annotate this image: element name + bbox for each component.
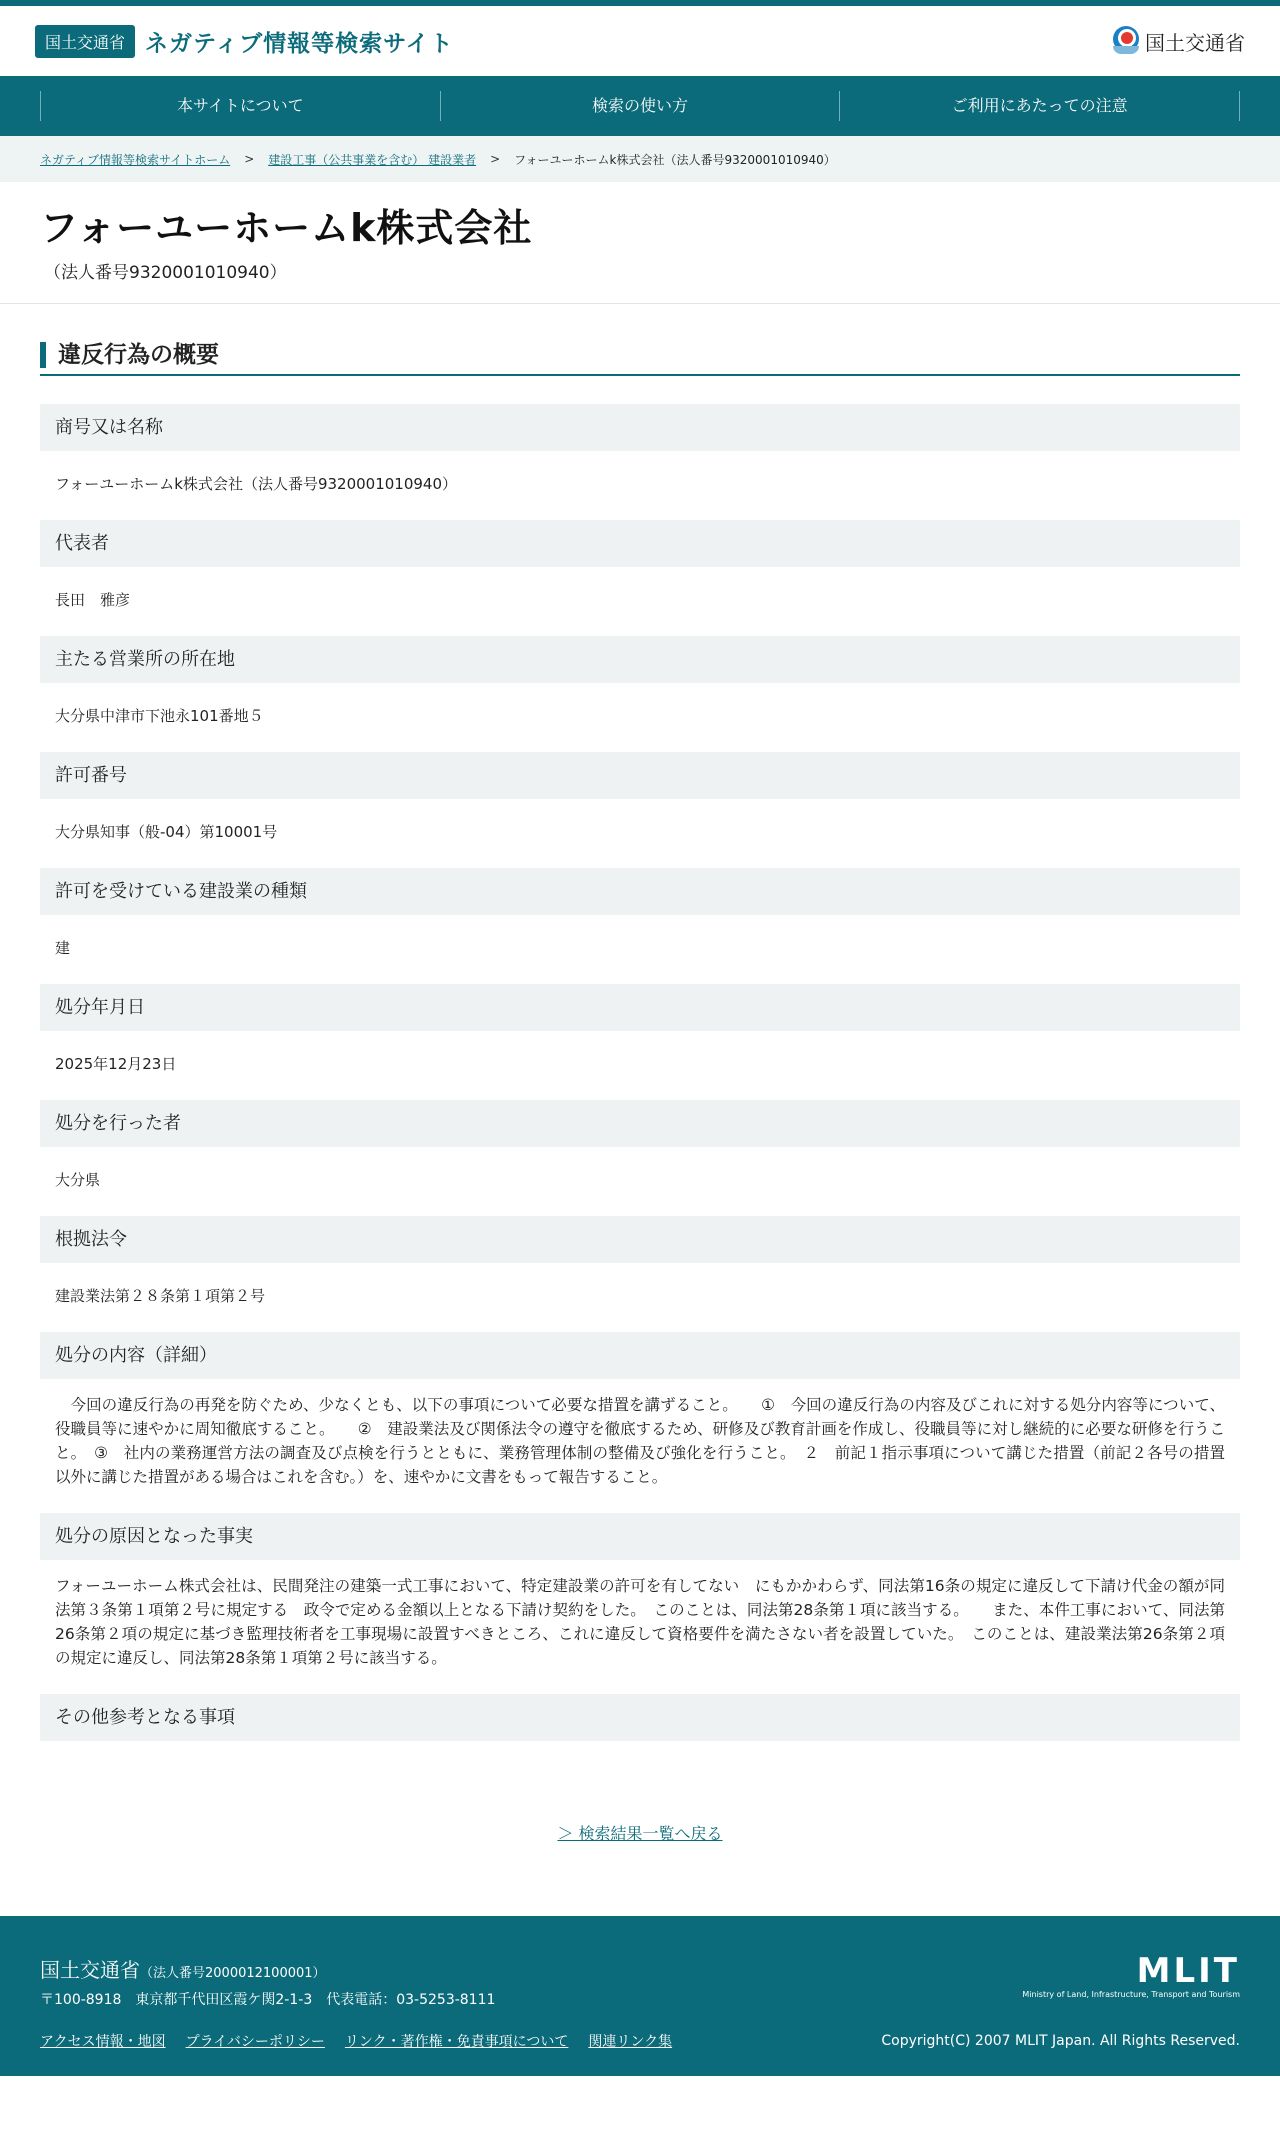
site-header: [0, 6, 1280, 76]
mlit-brand-logo: MLIT: [1136, 1950, 1240, 1991]
detail-item-office-address: [40, 636, 1240, 728]
detail-value: フォーユーホームk株式会社（法人番号9320001010940）: [55, 474, 458, 493]
site-name: ネガティブ情報等検索サイト: [145, 30, 454, 57]
detail-item-other-notes: [40, 1694, 1240, 1741]
back-to-results-link[interactable]: ＞ 検索結果一覧へ戻る: [557, 1823, 723, 1843]
company-title-block: [0, 182, 1280, 304]
breadcrumb-separator: >: [244, 152, 255, 166]
detail-label: 根拠法令: [40, 1216, 1240, 1263]
detail-item-cause-facts: [40, 1513, 1240, 1670]
nav-item-notes[interactable]: ご利用にあたっての注意: [839, 91, 1240, 121]
detail-label: 処分を行った者: [40, 1100, 1240, 1147]
detail-value: 2025年12月23日: [55, 1054, 177, 1073]
detail-value: 建設業法第２８条第１項第２号: [55, 1286, 266, 1305]
section-title: 違反行為の概要: [40, 342, 1240, 368]
footer-link-access[interactable]: アクセス情報・地図: [40, 2033, 166, 2050]
breadcrumb-separator: >: [490, 152, 501, 166]
nav-item-about[interactable]: 本サイトについて: [40, 91, 440, 121]
footer-org-number: （法人番号2000012100001）: [140, 1965, 326, 1981]
footer-org-name: 国土交通省: [40, 1957, 140, 1982]
detail-label: 許可番号: [40, 752, 1240, 799]
corporate-number: （法人番号9320001010940）: [44, 262, 287, 283]
global-nav: [0, 76, 1280, 136]
footer-address: 〒100-8918 東京都千代田区霞ケ関2-1-3 代表電話：03-5253-8111: [40, 1991, 496, 2008]
back-link-wrap: [40, 1821, 1240, 1844]
footer-brand-block: [881, 1950, 1240, 2049]
mlit-emblem-icon: [1113, 26, 1139, 56]
detail-item-license-number: [40, 752, 1240, 844]
detail-label: 主たる営業所の所在地: [40, 636, 1240, 683]
site-footer: [0, 1916, 1280, 2076]
breadcrumb-home-link[interactable]: ネガティブ情報等検索サイトホーム: [40, 152, 231, 167]
detail-item-trade-name: [40, 404, 1240, 496]
breadcrumb: [0, 136, 1280, 182]
detail-value: 大分県知事（般-04）第10001号: [55, 822, 278, 841]
detail-label: 処分年月日: [40, 984, 1240, 1031]
detail-item-license-type: [40, 868, 1240, 960]
detail-label: 処分の原因となった事実: [40, 1513, 1240, 1560]
detail-label: 商号又は名称: [40, 404, 1240, 451]
detail-label: その他参考となる事項: [40, 1694, 1240, 1741]
detail-item-disposition-date: [40, 984, 1240, 1076]
detail-value: 大分県: [55, 1170, 101, 1189]
mlit-logo-text: 国土交通省: [1145, 30, 1245, 55]
site-title-link[interactable]: [35, 25, 454, 58]
page-title: フォーユーホームk株式会社: [40, 206, 533, 250]
detail-label: 代表者: [40, 520, 1240, 567]
detail-value: 大分県中津市下池永101番地５: [55, 706, 264, 725]
detail-value: 建: [55, 938, 71, 957]
section-heading: [40, 342, 1240, 376]
mlit-brand-subtitle: Ministry of Land, Infrastructure, Transport and Tourism: [1022, 1989, 1240, 1999]
breadcrumb-category-link[interactable]: 建設工事（公共事業を含む） 建設業者: [268, 152, 477, 167]
copyright: Copyright(C) 2007 MLIT Japan. All Rights Reserved.: [881, 2032, 1240, 2049]
detail-value: フォーユーホーム株式会社は、民間発注の建築一式工事において、特定建設業の許可を有してない にもかかわらず、同法第16条の規定に違反して下請け代金の額が同法第３条第１項第２号に規定する 政令で定める金額以上となる下請け契約をした。 このことは、同法第28条第１項に該当する。 また、本件工事において、同法第26条第２項の規定に基づき監理技術者を工事現場に設置すべきところ、これに違反して資格要件を満たさない者を設置していた。 このことは、建設業法第26条第２項の規定に違反し、同法第28条第１項第２号に該当する。: [55, 1576, 1225, 1667]
footer-link-copyright[interactable]: リンク・著作権・免責事項について: [344, 2033, 569, 2050]
mlit-logo[interactable]: [1113, 26, 1245, 56]
main-content: [0, 304, 1280, 1844]
detail-value: 長田 雅彦: [55, 590, 131, 609]
footer-link-related[interactable]: 関連リンク集: [588, 2033, 673, 2050]
breadcrumb-current: フォーユーホームk株式会社（法人番号9320001010940）: [514, 152, 836, 167]
detail-label: 許可を受けている建設業の種類: [40, 868, 1240, 915]
detail-item-disposition-details: [40, 1332, 1240, 1489]
nav-item-how-to-search[interactable]: 検索の使い方: [440, 91, 840, 121]
detail-label: 処分の内容（詳細）: [40, 1332, 1240, 1379]
detail-item-representative: [40, 520, 1240, 612]
detail-item-legal-basis: [40, 1216, 1240, 1308]
ministry-badge: 国土交通省: [35, 25, 135, 58]
detail-item-disposing-authority: [40, 1100, 1240, 1192]
detail-value: 今回の違反行為の再発を防ぐため、少なくとも、以下の事項について必要な措置を講ずること。 ① 今回の違反行為の内容及びこれに対する処分内容等について、役職員等に速やかに周知徹底すること。 ② 建設業法及び関係法令の遵守を徹底するため、研修及び教育計画を作成し、役職員等に対し継続的に必要な研修を行うこと。 ③ 社内の業務運営方法の調査及び点検を行うとともに、業務管理体制の整備及び強化を行うこと。 ２ 前記１指示事項について講じた措置（前記２各号の措置以外に講じた措置がある場合はこれを含む。）を、速やかに文書をもって報告すること。: [55, 1395, 1225, 1486]
footer-link-privacy[interactable]: プライバシーポリシー: [185, 2033, 325, 2050]
